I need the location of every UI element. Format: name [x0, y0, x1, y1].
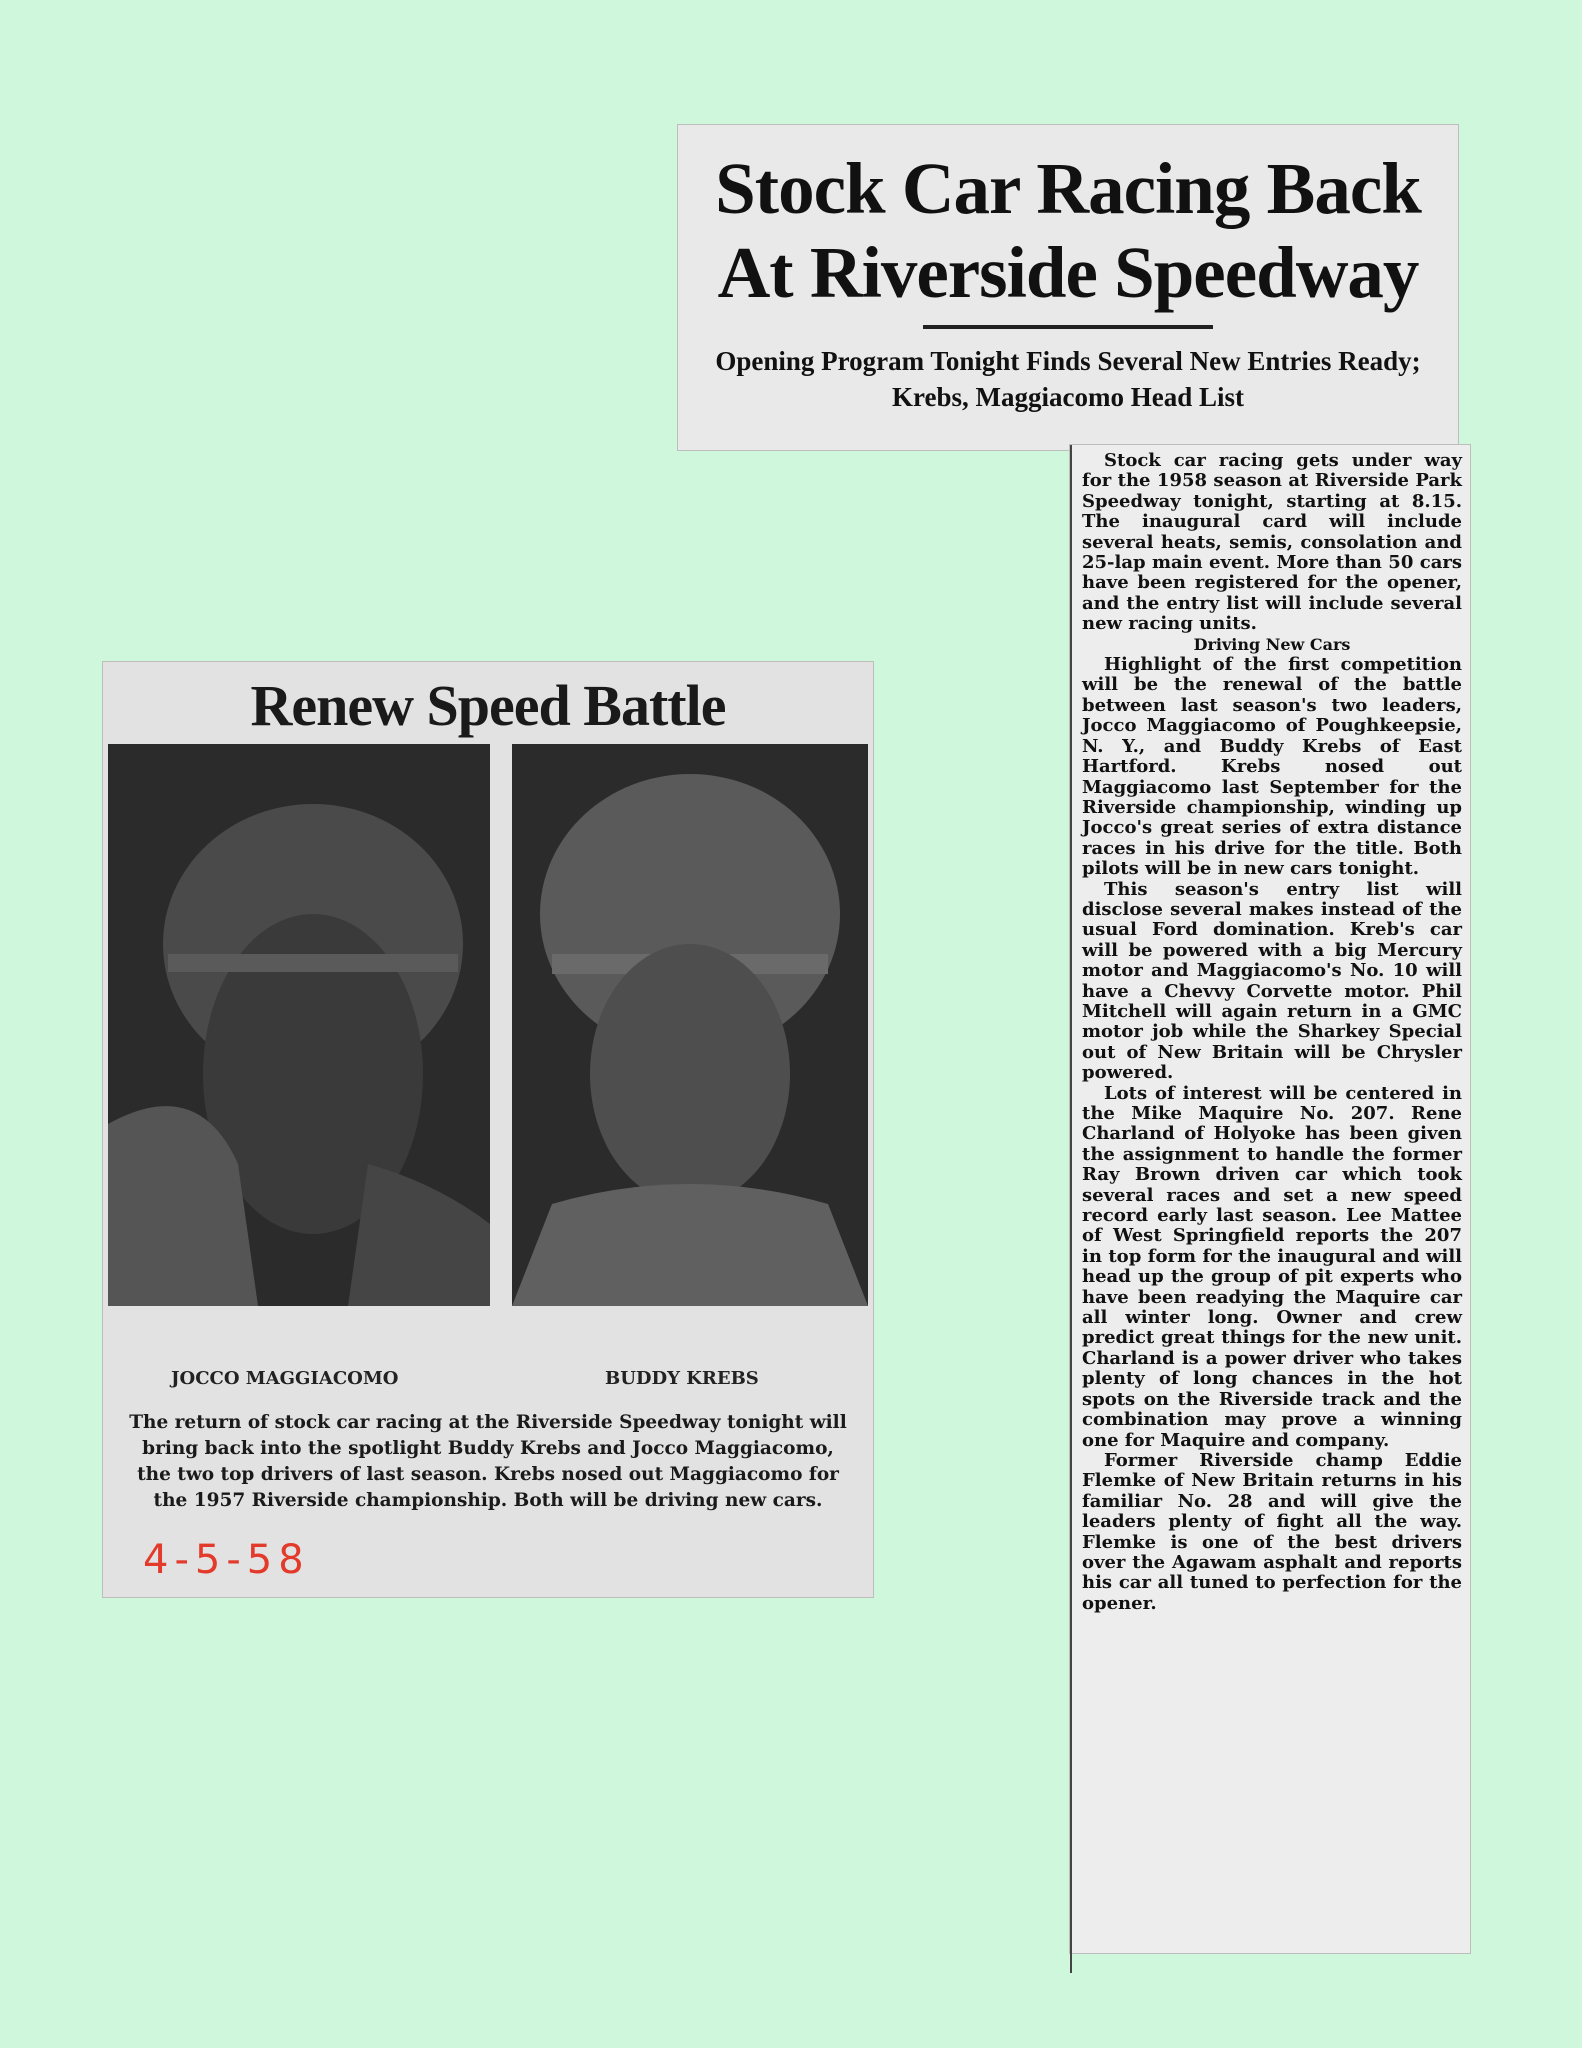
headline-rule: [923, 325, 1213, 329]
driver-photo-left: [108, 744, 490, 1306]
driver-portrait-icon: [512, 744, 868, 1306]
article-column: [1070, 445, 1470, 1953]
article-subheading: Driving New Cars: [1193, 634, 1351, 654]
column-rule: [1070, 1953, 1072, 1973]
photo-caption: The return of stock car racing at the Riverside Speedway tonight will bring back into the spotlight Buddy Krebs and Jocco Maggiacomo, the two top drivers of last season. Krebs nosed out Maggiacomo for the 1957 Riverside championship. Both will be driving new cars.: [129, 1412, 847, 1511]
article-paragraph-1: Stock car racing gets under way for the 1958 season at Riverside Park Speedway tonight, starting at 8.15. The inaugural card will include several heats, semis, consolation and 25-lap main event. More than 50 cars have been registered for the opener, and the entry list will include several new racing units.: [1082, 450, 1462, 635]
article-paragraph-5: Former Riverside champ Eddie Flemke of New Britain returns in his familiar No. 28 and will give the leaders plenty of fight all the way. Flemke is one of the best drivers over the Agawam asphalt and reports his car all tuned to perfection for the opener.: [1082, 1449, 1462, 1614]
headline: [678, 147, 1458, 315]
headline-line-1: Stock Car Racing Back: [715, 148, 1421, 229]
driver-name-right: BUDDY KREBS: [605, 1368, 759, 1389]
driver-portrait-icon: [108, 744, 490, 1306]
article-paragraph-2: Highlight of the first competition will be the renewal of the battle between last season's two leaders, Jocco Maggiacomo of Poughkeepsie, N. Y., and Buddy Krebs of East Hartford. Krebs nosed out Maggiacomo last September for the Riverside championship, winding up Jocco's great series of extra distance races in his drive for the title. Both pilots will be in new cars tonight.: [1082, 654, 1462, 880]
photo-title: Renew Speed Battle: [250, 673, 726, 738]
headline-clipping: [678, 125, 1458, 450]
headline-line-2: At Riverside Speedway: [717, 232, 1419, 313]
driver-photo-right: [512, 744, 868, 1306]
handwritten-date: 4-5-58: [143, 1537, 310, 1583]
photo-clipping: [103, 662, 873, 1597]
driver-name-left: JOCCO MAGGIACOMO: [171, 1368, 399, 1389]
article-paragraph-3: This season's entry list will disclose several makes instead of the usual Ford domination. Kreb's car will be powered with a big Mercury motor and Maggiacomo's No. 10 will have a Chevvy Corvette motor. Phil Mitchell will again return in a GMC motor job while the Sharkey Special out of New Britain will be Chrysler powered.: [1082, 878, 1462, 1084]
subheadline: Opening Program Tonight Finds Several New Entries Ready; Krebs, Maggiacomo Head List: [715, 346, 1421, 412]
article-paragraph-4: Lots of interest will be centered in the Mike Maquire No. 207. Rene Charland of Holyoke has been given the assignment to handle the former Ray Brown driven car which took several races and set a new speed record early last season. Lee Mattee of West Springfield reports the 207 in top form for the inaugural and will head up the group of pit experts who have been readying the Maquire car all winter long. Owner and crew predict great things for the new unit. Charland is a power driver who takes plenty of long chances in the hot spots on the Riverside track and the combination may prove a winning one for Maquire and company.: [1082, 1082, 1462, 1451]
